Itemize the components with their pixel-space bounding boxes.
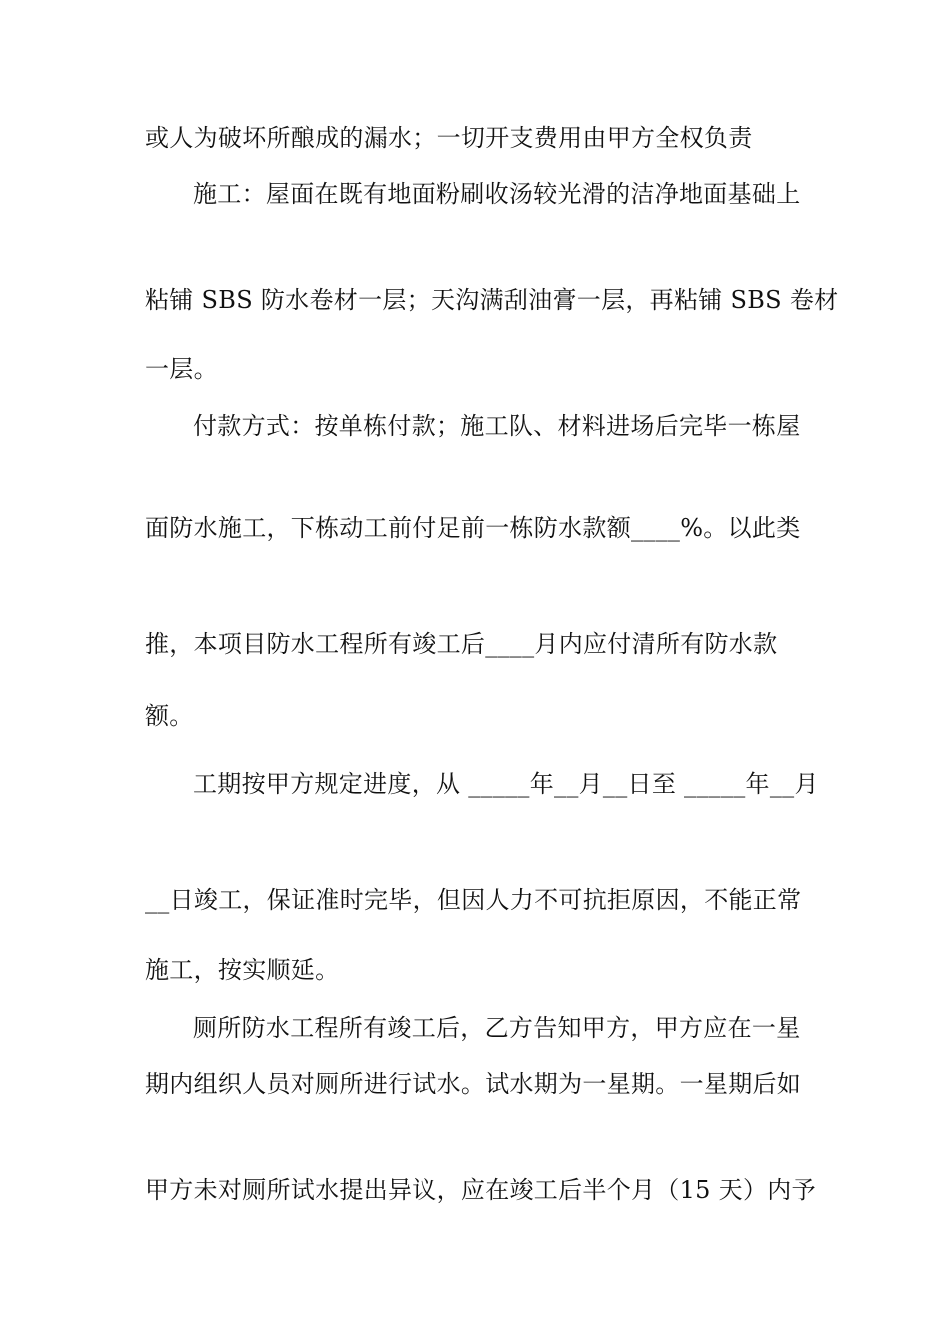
text-line: 粘铺 SBS 防水卷材一层；天沟满刮油膏一层，再粘铺 SBS 卷材 <box>145 286 839 314</box>
text-line: 厕所防水工程所有竣工后，乙方告知甲方，甲方应在一星 <box>193 1014 801 1042</box>
text-line: 一层。 <box>145 355 218 383</box>
text-line: 施工，按实顺延。 <box>145 956 340 984</box>
text-line: 额。 <box>145 702 194 730</box>
text-line: 工期按甲方规定进度，从 _____年__月__日至 _____年__月 <box>193 770 819 798</box>
text-line: __日竣工，保证准时完毕，但因人力不可抗拒原因，不能正常 <box>145 886 802 914</box>
text-line: 付款方式：按单栋付款；施工队、材料进场后完毕一栋屋 <box>193 412 801 440</box>
text-line: 面防水施工，下栋动工前付足前一栋防水款额____%。以此类 <box>145 514 801 542</box>
text-line: 期内组织人员对厕所进行试水。试水期为一星期。一星期后如 <box>145 1070 802 1098</box>
text-line: 或人为破坏所酿成的漏水；一切开支费用由甲方全权负责 <box>145 124 753 152</box>
text-line: 施工：屋面在既有地面粉刷收汤较光滑的洁净地面基础上 <box>193 180 801 208</box>
text-line: 甲方未对厕所试水提出异议，应在竣工后半个月（15 天）内予 <box>145 1176 816 1204</box>
text-line: 推，本项目防水工程所有竣工后____月内应付清所有防水款 <box>145 630 778 658</box>
